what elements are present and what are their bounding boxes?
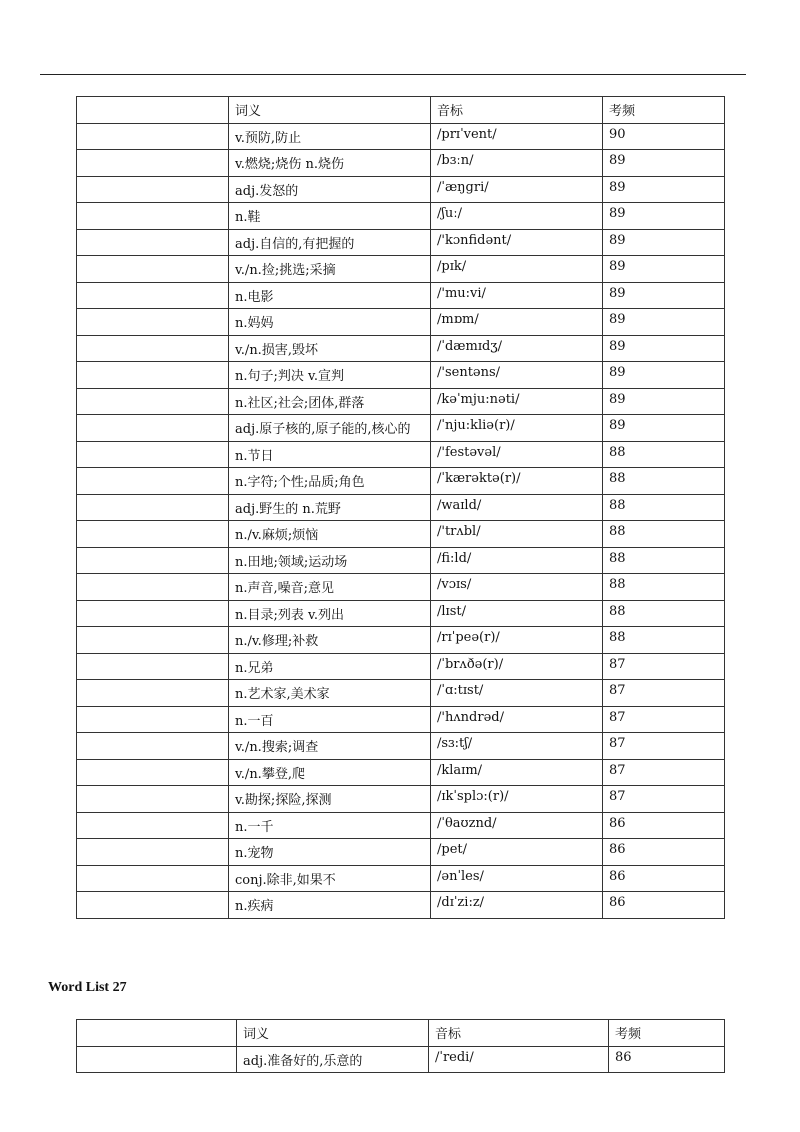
table-row: [77, 362, 725, 389]
frequency-cell: 88: [603, 600, 725, 627]
phonetic-cell: /ənˈles/: [431, 865, 603, 892]
phonetic-cell: /'sentəns/: [431, 362, 603, 389]
meaning-cell: v.勘探;探险,探测: [229, 786, 431, 813]
top-horizontal-rule: [40, 74, 746, 75]
table-row: [77, 892, 725, 919]
word-cell: [77, 1046, 237, 1073]
phonetic-cell: /bɜːn/: [431, 150, 603, 177]
meaning-cell: n.句子;判决 v.宣判: [229, 362, 431, 389]
table-row: [77, 388, 725, 415]
meaning-cell: v.预防,防止: [229, 123, 431, 150]
table-row: [77, 415, 725, 442]
table-row: [77, 468, 725, 495]
frequency-cell: 88: [603, 468, 725, 495]
meaning-cell: adj.准备好的,乐意的: [237, 1046, 429, 1073]
meaning-cell: n.社区;社会;团体,群落: [229, 388, 431, 415]
word-cell: [77, 494, 229, 521]
phonetic-cell: /ʃuː/: [431, 203, 603, 230]
table-row: [77, 786, 725, 813]
header-frequency-cell: 考频: [609, 1020, 725, 1047]
header-row: [77, 1020, 725, 1047]
word-cell: [77, 415, 229, 442]
word-cell: [77, 600, 229, 627]
word-cell: [77, 256, 229, 283]
word-cell: [77, 627, 229, 654]
phonetic-cell: /rɪˈpeə(r)/: [431, 627, 603, 654]
word-cell: [77, 574, 229, 601]
frequency-cell: 89: [603, 229, 725, 256]
table-row: [77, 680, 725, 707]
phonetic-cell: /'festəvəl/: [431, 441, 603, 468]
frequency-cell: 88: [603, 441, 725, 468]
frequency-cell: 88: [603, 627, 725, 654]
word-cell: [77, 759, 229, 786]
meaning-cell: n.田地;领域;运动场: [229, 547, 431, 574]
frequency-cell: 86: [603, 865, 725, 892]
frequency-cell: 89: [603, 256, 725, 283]
phonetic-cell: /ˈredi/: [429, 1046, 609, 1073]
header-row: [77, 97, 725, 124]
table-row: [77, 521, 725, 548]
phonetic-cell: /kəˈmju:nəti/: [431, 388, 603, 415]
meaning-cell: adj.发怒的: [229, 176, 431, 203]
word-cell: [77, 229, 229, 256]
phonetic-cell: /'kɔnfidənt/: [431, 229, 603, 256]
frequency-cell: 89: [603, 176, 725, 203]
word-cell: [77, 786, 229, 813]
frequency-cell: 88: [603, 494, 725, 521]
frequency-cell: 87: [603, 786, 725, 813]
table-row: [77, 653, 725, 680]
meaning-cell: v./n.搜索;调查: [229, 733, 431, 760]
meaning-cell: n.字符;个性;品质;角色: [229, 468, 431, 495]
phonetic-cell: /mɒm/: [431, 309, 603, 336]
table-row: [77, 547, 725, 574]
word-cell: [77, 733, 229, 760]
phonetic-cell: /prɪˈvent/: [431, 123, 603, 150]
table-row: [77, 574, 725, 601]
word-cell: [77, 521, 229, 548]
word-cell: [77, 468, 229, 495]
header-phonetic-cell: 音标: [429, 1020, 609, 1047]
meaning-cell: v./n.攀登,爬: [229, 759, 431, 786]
word-cell: [77, 176, 229, 203]
table-row: [77, 282, 725, 309]
phonetic-cell: /'mu:vi/: [431, 282, 603, 309]
word-cell: [77, 123, 229, 150]
meaning-cell: n.兄弟: [229, 653, 431, 680]
meaning-cell: v./n.损害,毁坏: [229, 335, 431, 362]
meaning-cell: n.妈妈: [229, 309, 431, 336]
header-meaning-cell: 词义: [237, 1020, 429, 1047]
table-row: [77, 865, 725, 892]
table-row: [77, 812, 725, 839]
word-cell: [77, 892, 229, 919]
meaning-cell: n.疾病: [229, 892, 431, 919]
table-row: [77, 494, 725, 521]
frequency-cell: 86: [603, 839, 725, 866]
meaning-cell: n.一千: [229, 812, 431, 839]
word-cell: [77, 150, 229, 177]
frequency-cell: 89: [603, 203, 725, 230]
meaning-cell: v./n.捡;挑选;采摘: [229, 256, 431, 283]
table-row: [77, 256, 725, 283]
frequency-cell: 89: [603, 415, 725, 442]
phonetic-cell: /pet/: [431, 839, 603, 866]
word-cell: [77, 203, 229, 230]
phonetic-cell: /ˈɑ:tɪst/: [431, 680, 603, 707]
frequency-cell: 89: [603, 282, 725, 309]
meaning-cell: n.宠物: [229, 839, 431, 866]
word-cell: [77, 441, 229, 468]
word-cell: [77, 335, 229, 362]
meaning-cell: n.节日: [229, 441, 431, 468]
table-row: [77, 1046, 725, 1073]
meaning-cell: adj.自信的,有把握的: [229, 229, 431, 256]
table-row: [77, 203, 725, 230]
table-row: [77, 309, 725, 336]
table-row: [77, 839, 725, 866]
frequency-cell: 89: [603, 309, 725, 336]
phonetic-cell: /'trʌbl/: [431, 521, 603, 548]
header-word-cell: [77, 97, 229, 124]
word-cell: [77, 839, 229, 866]
table-row: [77, 123, 725, 150]
table-row: [77, 600, 725, 627]
meaning-cell: adj.原子核的,原子能的,核心的: [229, 415, 431, 442]
phonetic-cell: /fi:ld/: [431, 547, 603, 574]
meaning-cell: n.电影: [229, 282, 431, 309]
phonetic-cell: /ˈæŋgri/: [431, 176, 603, 203]
frequency-cell: 89: [603, 362, 725, 389]
word-cell: [77, 812, 229, 839]
phonetic-cell: /waɪld/: [431, 494, 603, 521]
frequency-cell: 89: [603, 388, 725, 415]
frequency-cell: 88: [603, 574, 725, 601]
frequency-cell: 87: [603, 653, 725, 680]
phonetic-cell: /pɪk/: [431, 256, 603, 283]
table-row: [77, 706, 725, 733]
meaning-cell: n.一百: [229, 706, 431, 733]
table-row: [77, 335, 725, 362]
vocabulary-table-1: [76, 96, 725, 919]
table-row: [77, 176, 725, 203]
word-cell: [77, 865, 229, 892]
table-row: [77, 627, 725, 654]
word-cell: [77, 680, 229, 707]
header-meaning-cell: 词义: [229, 97, 431, 124]
phonetic-cell: /ɪkˈsplɔ:(r)/: [431, 786, 603, 813]
frequency-cell: 86: [609, 1046, 725, 1073]
table-row: [77, 441, 725, 468]
header-frequency-cell: 考频: [603, 97, 725, 124]
word-cell: [77, 362, 229, 389]
phonetic-cell: /ˈnju:kliə(r)/: [431, 415, 603, 442]
phonetic-cell: /sɜ:tʃ/: [431, 733, 603, 760]
phonetic-cell: /ˈkærəktə(r)/: [431, 468, 603, 495]
frequency-cell: 87: [603, 759, 725, 786]
frequency-cell: 89: [603, 335, 725, 362]
meaning-cell: adj.野生的 n.荒野: [229, 494, 431, 521]
meaning-cell: n./v.修理;补救: [229, 627, 431, 654]
meaning-cell: n./v.麻烦;烦恼: [229, 521, 431, 548]
frequency-cell: 88: [603, 547, 725, 574]
vocabulary-table-2: [76, 1019, 725, 1073]
phonetic-cell: /ˈbrʌðə(r)/: [431, 653, 603, 680]
phonetic-cell: /lɪst/: [431, 600, 603, 627]
meaning-cell: n.目录;列表 v.列出: [229, 600, 431, 627]
frequency-cell: 86: [603, 812, 725, 839]
meaning-cell: n.鞋: [229, 203, 431, 230]
word-cell: [77, 282, 229, 309]
phonetic-cell: /ˈθaʊznd/: [431, 812, 603, 839]
word-cell: [77, 547, 229, 574]
meaning-cell: conj.除非,如果不: [229, 865, 431, 892]
meaning-cell: n.声音,噪音;意见: [229, 574, 431, 601]
phonetic-cell: /ˈdæmɪdʒ/: [431, 335, 603, 362]
meaning-cell: v.燃烧;烧伤 n.烧伤: [229, 150, 431, 177]
table-row: [77, 229, 725, 256]
word-cell: [77, 653, 229, 680]
phonetic-cell: /'hʌndrəd/: [431, 706, 603, 733]
table-row: [77, 150, 725, 177]
word-cell: [77, 309, 229, 336]
header-word-cell: [77, 1020, 237, 1047]
meaning-cell: n.艺术家,美术家: [229, 680, 431, 707]
frequency-cell: 87: [603, 680, 725, 707]
frequency-cell: 88: [603, 521, 725, 548]
phonetic-cell: /dɪˈzi:z/: [431, 892, 603, 919]
phonetic-cell: /klaɪm/: [431, 759, 603, 786]
table-row: [77, 733, 725, 760]
section-title: Word List 27: [48, 980, 127, 995]
frequency-cell: 87: [603, 706, 725, 733]
table-row: [77, 759, 725, 786]
frequency-cell: 89: [603, 150, 725, 177]
word-cell: [77, 706, 229, 733]
header-phonetic-cell: 音标: [431, 97, 603, 124]
frequency-cell: 87: [603, 733, 725, 760]
frequency-cell: 86: [603, 892, 725, 919]
frequency-cell: 90: [603, 123, 725, 150]
word-cell: [77, 388, 229, 415]
phonetic-cell: /vɔɪs/: [431, 574, 603, 601]
